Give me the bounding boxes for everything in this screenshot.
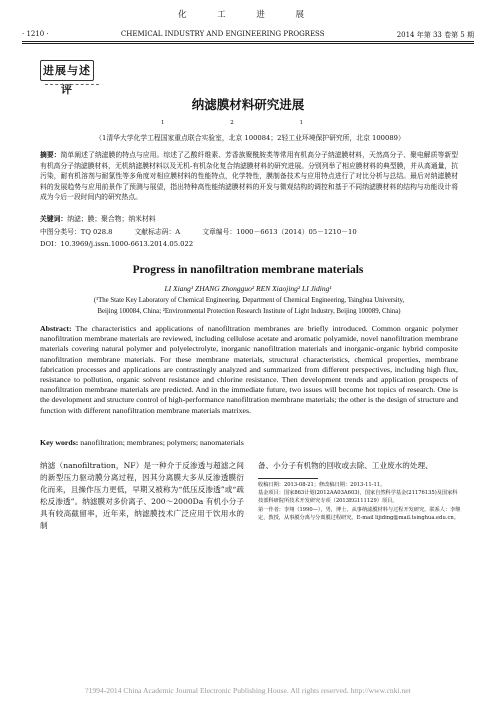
keywords-cn-label: 关键词：	[40, 215, 68, 223]
author-sup-1: 1	[161, 120, 197, 126]
body-column-left: 纳滤（nanofiltration，NF）是一种介于反渗透与超滤之间的新型压力驱动膜分离过程，因其分离膜大多从反渗透膜衍化而来，且操作压力更低，早期又被称为“低压反渗透”或“疏松反渗透”。纳滤膜对多价离子、200～2000Da 有机小分子具有较高截留率，近年来，纳滤膜技术广泛应用于饮用水的制	[40, 461, 244, 530]
running-head	[22, 30, 474, 40]
abstract-en	[40, 324, 458, 416]
header-rule	[22, 41, 474, 42]
abstract-en-label: Abstract:	[40, 324, 72, 333]
footnote-rule	[258, 478, 318, 479]
journal-title-en: CHEMICAL INDUSTRY AND ENGINEERING PROGRESS	[120, 30, 325, 38]
affiliation-en	[40, 296, 458, 317]
keywords-en-label: Key words:	[40, 438, 79, 447]
author-sup-2: 2	[230, 120, 266, 126]
footnote-funding: 基金项目：国家863计划(2012AA03A603)，国家自然科学基金(21176135)及国家科技部科研院所技术开发研究专项（2013EG111129）项目。	[258, 490, 458, 505]
keywords-en	[40, 438, 458, 447]
author-sup-3: 1	[299, 120, 335, 126]
body-column-right: 备、小分子有机物的回收或去除、工业废水的处理、	[258, 461, 433, 470]
author-superscripts	[0, 120, 496, 126]
abstract-cn-text: 简单阐述了纳滤膜的特点与应用。综述了乙酸纤维素、芳香族聚酰胺类等常用有机高分子纳滤膜材料，天然高分子、聚电解质等新型有机高分子纳滤膜材料，无机纳滤膜材料以及无机-有机杂化复合纳滤膜材料的研究进展。分别列举了相应膜材料的典型膜，并从高通量，抗污染，耐有机溶剂与耐氯性等多角度对相应膜材料的性能特点，化学特性，膜制备技术与应用特点进行了对比分析与总结。最后对纳滤膜材料的发展趋势与应用前景作了预测与展望，指出特种高性能纳滤膜材料的开发与微观结构的调控和基于不同纳滤膜材料的结构与功能设计将成为今后一段时间内的研究热点。	[40, 151, 459, 202]
affiliation-en-line-2: Beijing 100084, China; ²Environmental Protection Research Institute of Light Industry, Beijing 100089, China)	[97, 307, 401, 315]
abstract-cn	[40, 150, 458, 203]
authors-en: LI Xiang¹ ZHANG Zhongguo² REN Xiaojing² LI Jiding¹	[164, 284, 332, 293]
footnote	[258, 481, 462, 522]
affiliation-cn: （1清华大学化学工程国家重点联合实验室，北京 100084；2轻工业环境保护研究所，北京 100089）	[95, 134, 405, 142]
keywords-cn	[40, 213, 458, 223]
header-rule-thin	[22, 43, 474, 44]
doi: DOI：10.3969/j.issn.1000-6613.2014.05.022	[40, 240, 194, 248]
page-number: · 1210 ·	[22, 30, 49, 38]
keywords-cn-text: 纳滤；膜；聚合物；纳米材料	[67, 215, 156, 223]
article-number: 文章编号：1000－6613（2014）05－1210－10	[202, 228, 357, 236]
footnote-author: 第一作者：李翔（1990—），男，博士，从事纳滤膜材料与过程开发研究。联系人：李继定，教授，从事膜分离与分离膜过程研究。E-mail lijiding@mail.tsinghua.edu.cn。	[258, 506, 461, 521]
abstract-cn-label: 摘要：	[40, 151, 61, 159]
doc-code: 文献标志码：A	[134, 228, 181, 236]
keywords-en-text: nanofiltration; membranes; polymers; nanomaterials	[80, 438, 244, 447]
classification-line	[40, 226, 458, 236]
journal-title: 化 工 进 展	[177, 10, 319, 20]
issue-info: 2014 年第 33 卷第 5 期	[396, 31, 474, 39]
section-tag: 进展与述评	[40, 60, 94, 81]
footnote-received: 收稿日期：2013-08-21；修改稿日期：2013-11-11。	[258, 482, 386, 488]
class-number: 中图分类号：TQ 028.8	[40, 228, 113, 236]
paper-title-en: Progress in nanofiltration membrane materials	[132, 264, 364, 276]
abstract-en-text: The characteristics and applications of nanofiltration membranes are briefly introduced. Common organic polymer nanofiltration membrane materials are reviewed, including cellulose acetate and aromatic polyamide, novel nanofiltration membrane materials covering natural polymer and polyelectrolyte, inorganic nanofiltration materials and inorganic-organic hybrid composite nanofiltration membrane materials. For these membrane materials, structural characteristics, chemical properties, membrane fabrication processes and applications are contrastingly analyzed and summarized from different perspectives, including high flux, resistance to pollution, organic solvent resistance and chlorine resistance. Then development trends and application prospects of nanofiltration membrane materials are predicted. And in the immediate future, two issues will become hot topics of research. One is the development and structure control of high-performance nanofiltration membrane materials; the other is the design of structure and function with different nanofiltration membrane materials matrixes.	[40, 324, 458, 415]
paper-title-cn: 纳滤膜材料研究进展	[191, 97, 305, 112]
copyright-watermark: ?1994-2014 China Academic Journal Electronic Publishing House. All rights reserved. http://www.cnki.net	[85, 686, 411, 695]
affiliation-en-line-1: (¹The State Key Laboratory of Chemical Engineering, Department of Chemical Engineering, Tsinghua University,	[93, 297, 405, 304]
